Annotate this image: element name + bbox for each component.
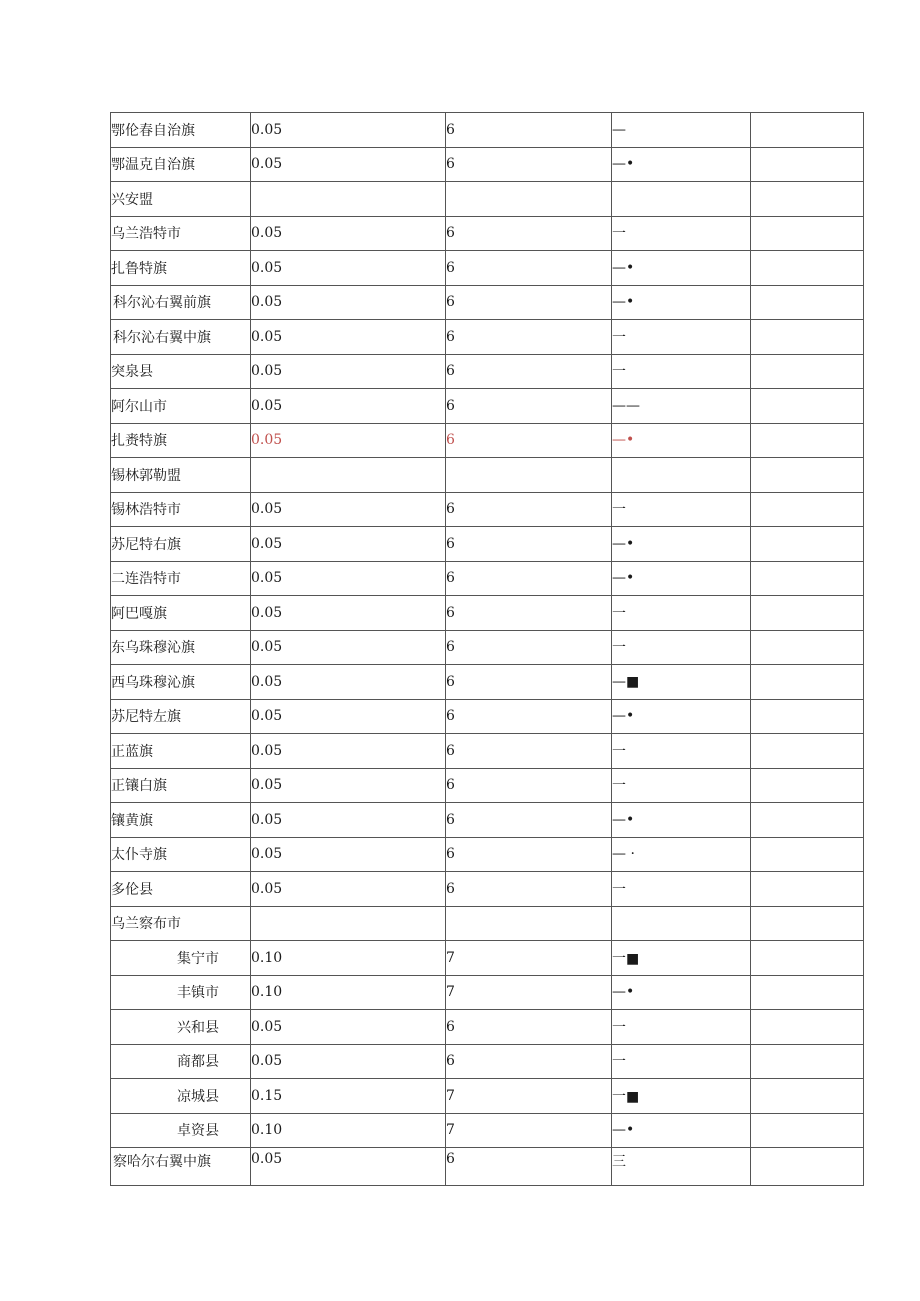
table-body: [111, 113, 864, 1186]
county-name: 兴和县: [111, 1010, 251, 1045]
acceleration-value: 0.10: [251, 975, 446, 1010]
group-mark: 一■: [612, 1079, 751, 1114]
table-row: [111, 1044, 864, 1079]
intensity-level: 6: [446, 1148, 612, 1186]
acceleration-value: 0.05: [251, 561, 446, 596]
group-mark: 三: [612, 1148, 751, 1186]
county-name: 镶黄旗: [111, 803, 251, 838]
group-mark: 一: [612, 630, 751, 665]
table-row: [111, 699, 864, 734]
empty-cell: [751, 113, 864, 148]
group-mark: —•: [612, 147, 751, 182]
acceleration-value: 0.15: [251, 1079, 446, 1114]
county-name: 二连浩特市: [111, 561, 251, 596]
table-row: [111, 389, 864, 424]
county-name: 多伦县: [111, 872, 251, 907]
region-header-row: [111, 182, 864, 217]
county-name: 察哈尔右翼中旗: [111, 1148, 251, 1186]
region-header-row: [111, 458, 864, 493]
empty-cell: [751, 872, 864, 907]
table-row: [111, 596, 864, 631]
empty-cell: [446, 906, 612, 941]
intensity-level: 6: [446, 423, 612, 458]
empty-cell: [251, 458, 446, 493]
table-row: [111, 941, 864, 976]
empty-cell: [251, 182, 446, 217]
acceleration-value: 0.05: [251, 354, 446, 389]
empty-cell: [751, 1010, 864, 1045]
intensity-level: 6: [446, 768, 612, 803]
empty-cell: [751, 665, 864, 700]
county-name: 阿巴嘎旗: [111, 596, 251, 631]
empty-cell: [751, 389, 864, 424]
empty-cell: [751, 803, 864, 838]
group-mark: —•: [612, 699, 751, 734]
county-name: 乌兰浩特市: [111, 216, 251, 251]
empty-cell: [751, 458, 864, 493]
empty-cell: [751, 630, 864, 665]
table-row: [111, 975, 864, 1010]
seismic-parameter-table: [110, 112, 864, 1186]
intensity-level: 6: [446, 665, 612, 700]
intensity-level: 6: [446, 872, 612, 907]
acceleration-value: 0.05: [251, 147, 446, 182]
group-mark: —•: [612, 527, 751, 562]
group-mark: —•: [612, 285, 751, 320]
county-name: 丰镇市: [111, 975, 251, 1010]
table-row: [111, 803, 864, 838]
acceleration-value: 0.05: [251, 1010, 446, 1045]
table-row: [111, 872, 864, 907]
group-mark: 一: [612, 1044, 751, 1079]
empty-cell: [751, 251, 864, 286]
county-name: 正蓝旗: [111, 734, 251, 769]
county-name: 鄂伦春自治旗: [111, 113, 251, 148]
group-mark: 一■: [612, 941, 751, 976]
intensity-level: 6: [446, 251, 612, 286]
table-row: [111, 354, 864, 389]
table-row: [111, 251, 864, 286]
group-mark: 一: [612, 320, 751, 355]
empty-cell: [751, 906, 864, 941]
empty-cell: [751, 561, 864, 596]
table-row: [111, 561, 864, 596]
empty-cell: [251, 906, 446, 941]
empty-cell: [612, 906, 751, 941]
region-name: 锡林郭勒盟: [111, 458, 251, 493]
group-mark: —•: [612, 251, 751, 286]
intensity-level: 6: [446, 630, 612, 665]
acceleration-value: 0.05: [251, 596, 446, 631]
empty-cell: [446, 182, 612, 217]
empty-cell: [751, 975, 864, 1010]
table-row: [111, 665, 864, 700]
intensity-level: 6: [446, 803, 612, 838]
empty-cell: [751, 837, 864, 872]
county-name: 商都县: [111, 1044, 251, 1079]
group-mark: ——: [612, 389, 751, 424]
table-row: [111, 768, 864, 803]
acceleration-value: 0.05: [251, 320, 446, 355]
acceleration-value: 0.05: [251, 423, 446, 458]
empty-cell: [751, 285, 864, 320]
group-mark: 一: [612, 354, 751, 389]
region-name: 兴安盟: [111, 182, 251, 217]
empty-cell: [751, 1148, 864, 1186]
county-name: 突泉县: [111, 354, 251, 389]
table-row: [111, 527, 864, 562]
intensity-level: 7: [446, 941, 612, 976]
intensity-level: 7: [446, 975, 612, 1010]
county-name: 太仆寺旗: [111, 837, 251, 872]
group-mark: 一: [612, 1010, 751, 1045]
county-name: 科尔沁右翼前旗: [111, 285, 251, 320]
table-row: [111, 1113, 864, 1148]
group-mark: 一: [612, 768, 751, 803]
group-mark: —•: [612, 803, 751, 838]
empty-cell: [751, 596, 864, 631]
county-name: 扎赉特旗: [111, 423, 251, 458]
group-mark: 一: [612, 872, 751, 907]
acceleration-value: 0.05: [251, 768, 446, 803]
empty-cell: [751, 320, 864, 355]
acceleration-value: 0.05: [251, 734, 446, 769]
empty-cell: [751, 527, 864, 562]
table-row: [111, 1148, 864, 1186]
group-mark: —■: [612, 665, 751, 700]
county-name: 正镶白旗: [111, 768, 251, 803]
acceleration-value: 0.05: [251, 1148, 446, 1186]
intensity-level: 6: [446, 389, 612, 424]
table-row: [111, 492, 864, 527]
empty-cell: [612, 458, 751, 493]
acceleration-value: 0.05: [251, 251, 446, 286]
acceleration-value: 0.05: [251, 527, 446, 562]
acceleration-value: 0.10: [251, 1113, 446, 1148]
acceleration-value: 0.05: [251, 630, 446, 665]
empty-cell: [751, 768, 864, 803]
table-row: [111, 1010, 864, 1045]
empty-cell: [751, 941, 864, 976]
intensity-level: 6: [446, 699, 612, 734]
empty-cell: [751, 1113, 864, 1148]
empty-cell: [751, 492, 864, 527]
acceleration-value: 0.05: [251, 872, 446, 907]
group-mark: —•: [612, 423, 751, 458]
region-header-row: [111, 906, 864, 941]
intensity-level: 6: [446, 492, 612, 527]
acceleration-value: 0.05: [251, 665, 446, 700]
county-name: 苏尼特右旗: [111, 527, 251, 562]
table-row: [111, 216, 864, 251]
acceleration-value: 0.05: [251, 1044, 446, 1079]
intensity-level: 6: [446, 837, 612, 872]
region-name: 乌兰察布市: [111, 906, 251, 941]
empty-cell: [751, 354, 864, 389]
county-name: 扎鲁特旗: [111, 251, 251, 286]
empty-cell: [751, 734, 864, 769]
acceleration-value: 0.05: [251, 492, 446, 527]
group-mark: —•: [612, 1113, 751, 1148]
table-row: [111, 837, 864, 872]
intensity-level: 6: [446, 320, 612, 355]
intensity-level: 6: [446, 596, 612, 631]
group-mark: —•: [612, 975, 751, 1010]
acceleration-value: 0.05: [251, 837, 446, 872]
group-mark: —: [612, 113, 751, 148]
group-mark: 一: [612, 216, 751, 251]
table-row: [111, 1079, 864, 1114]
county-name: 科尔沁右翼中旗: [111, 320, 251, 355]
county-name: 东乌珠穆沁旗: [111, 630, 251, 665]
acceleration-value: 0.05: [251, 216, 446, 251]
table-row: [111, 147, 864, 182]
intensity-level: 6: [446, 1044, 612, 1079]
acceleration-value: 0.05: [251, 389, 446, 424]
empty-cell: [751, 423, 864, 458]
empty-cell: [612, 182, 751, 217]
table-row: [111, 630, 864, 665]
group-mark: — ·: [612, 837, 751, 872]
table-row: [111, 734, 864, 769]
county-name: 卓资县: [111, 1113, 251, 1148]
table-row: [111, 423, 864, 458]
empty-cell: [446, 458, 612, 493]
county-name: 凉城县: [111, 1079, 251, 1114]
county-name: 西乌珠穆沁旗: [111, 665, 251, 700]
acceleration-value: 0.05: [251, 285, 446, 320]
intensity-level: 6: [446, 354, 612, 389]
intensity-level: 6: [446, 113, 612, 148]
empty-cell: [751, 182, 864, 217]
intensity-level: 7: [446, 1113, 612, 1148]
empty-cell: [751, 699, 864, 734]
intensity-level: 6: [446, 527, 612, 562]
acceleration-value: 0.05: [251, 803, 446, 838]
county-name: 集宁市: [111, 941, 251, 976]
intensity-level: 6: [446, 1010, 612, 1045]
county-name: 阿尔山市: [111, 389, 251, 424]
empty-cell: [751, 1044, 864, 1079]
table-row: [111, 320, 864, 355]
table-row: [111, 113, 864, 148]
group-mark: 一: [612, 734, 751, 769]
intensity-level: 7: [446, 1079, 612, 1114]
intensity-level: 6: [446, 561, 612, 596]
acceleration-value: 0.05: [251, 113, 446, 148]
county-name: 锡林浩特市: [111, 492, 251, 527]
intensity-level: 6: [446, 147, 612, 182]
empty-cell: [751, 147, 864, 182]
intensity-level: 6: [446, 734, 612, 769]
group-mark: —•: [612, 561, 751, 596]
empty-cell: [751, 216, 864, 251]
county-name: 鄂温克自治旗: [111, 147, 251, 182]
county-name: 苏尼特左旗: [111, 699, 251, 734]
acceleration-value: 0.10: [251, 941, 446, 976]
empty-cell: [751, 1079, 864, 1114]
group-mark: 一: [612, 596, 751, 631]
table-row: [111, 285, 864, 320]
acceleration-value: 0.05: [251, 699, 446, 734]
group-mark: 一: [612, 492, 751, 527]
intensity-level: 6: [446, 216, 612, 251]
intensity-level: 6: [446, 285, 612, 320]
